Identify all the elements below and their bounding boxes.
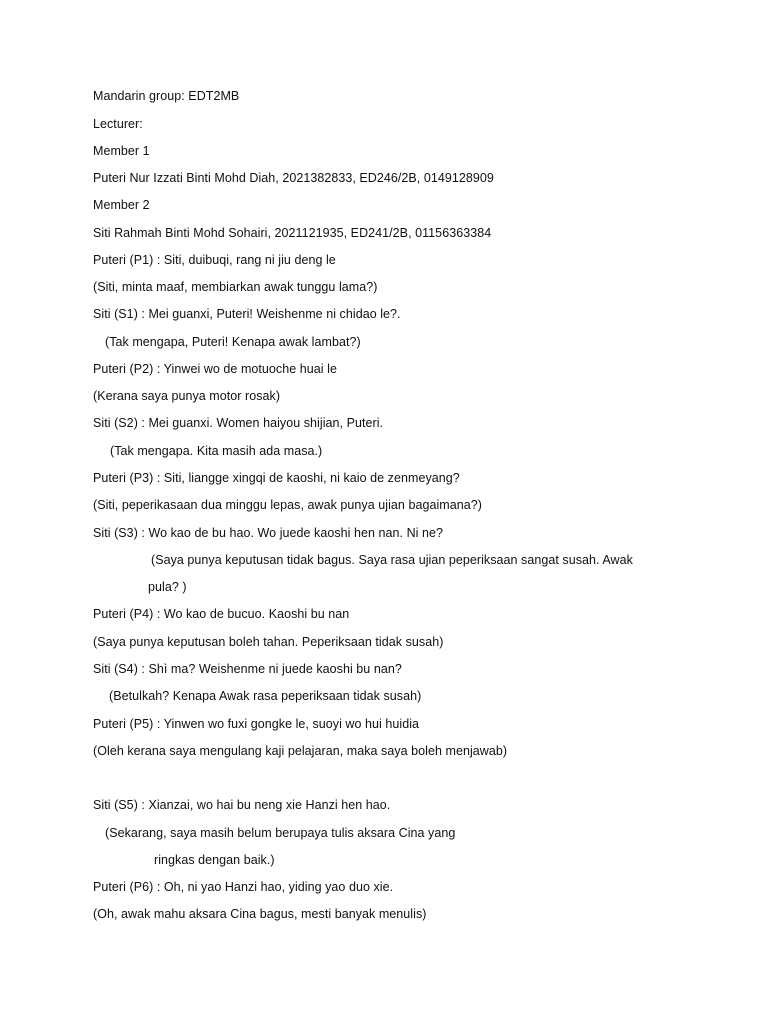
translation-line-p6: (Oh, awak mahu aksara Cina bagus, mesti banyak menulis) [93, 907, 427, 921]
dialogue-line-s5: Siti (S5) : Xianzai, wo hai bu neng xie Hanzi hen hao. [93, 798, 391, 812]
translation-line-s4: (Betulkah? Kenapa Awak rasa peperiksaan tidak susah) [109, 689, 422, 703]
doc-line-member2-label: Member 2 [93, 198, 150, 212]
translation-line-p1: (Siti, minta maaf, membiarkan awak tunggu lama?) [93, 280, 378, 294]
translation-line-s2: (Tak mengapa. Kita masih ada masa.) [110, 444, 323, 458]
dialogue-line-p3: Puteri (P3) : Siti, liangge xingqi de kaoshi, ni kaio de zenmeyang? [93, 471, 460, 485]
dialogue-line-s3: Siti (S3) : Wo kao de bu hao. Wo juede kaoshi hen nan. Ni ne? [93, 526, 444, 540]
translation-line-s3: (Saya punya keputusan tidak bagus. Saya rasa ujian peperiksaan sangat susah. Awak [151, 553, 633, 567]
translation-line-s5-cont: ringkas dengan baik.) [154, 853, 275, 867]
translation-line-s3-cont: pula? ) [148, 580, 187, 594]
doc-line-group: Mandarin group: EDT2MB [93, 89, 240, 103]
translation-line-s5: (Sekarang, saya masih belum berupaya tulis aksara Cina yang [105, 826, 456, 840]
dialogue-line-p4: Puteri (P4) : Wo kao de bucuo. Kaoshi bu nan [93, 607, 350, 621]
translation-line-s1: (Tak mengapa, Puteri! Kenapa awak lambat?) [105, 335, 361, 349]
dialogue-line-s2: Siti (S2) : Mei guanxi. Women haiyou shijian, Puteri. [93, 416, 384, 430]
doc-line-member2: Siti Rahmah Binti Mohd Sohairi, 2021121935, ED241/2B, 01156363384 [93, 226, 492, 240]
dialogue-line-p5: Puteri (P5) : Yinwen wo fuxi gongke le, suoyi wo hui huidia [93, 717, 420, 731]
translation-line-p5: (Oleh kerana saya mengulang kaji pelajaran, maka saya boleh menjawab) [93, 744, 508, 758]
doc-line-member1-label: Member 1 [93, 144, 150, 158]
dialogue-line-p2: Puteri (P2) : Yinwei wo de motuoche huai le [93, 362, 337, 376]
doc-line-member1: Puteri Nur Izzati Binti Mohd Diah, 2021382833, ED246/2B, 0149128909 [93, 171, 494, 185]
translation-line-p4: (Saya punya keputusan boleh tahan. Peperiksaan tidak susah) [93, 635, 444, 649]
dialogue-line-s4: Siti (S4) : Shì ma? Weishenme ni juede kaoshi bu nan? [93, 662, 402, 676]
translation-line-p3: (Siti, peperikasaan dua minggu lepas, awak punya ujian bagaimana?) [93, 498, 482, 512]
dialogue-line-p1: Puteri (P1) : Siti, duibuqi, rang ni jiu deng le [93, 253, 336, 267]
doc-line-lecturer: Lecturer: [93, 117, 143, 131]
dialogue-line-s1: Siti (S1) : Mei guanxi, Puteri! Weishenme ni chidao le?. [93, 307, 401, 321]
translation-line-p2: (Kerana saya punya motor rosak) [93, 389, 281, 403]
dialogue-line-p6: Puteri (P6) : Oh, ni yao Hanzi hao, yiding yao duo xie. [93, 880, 394, 894]
